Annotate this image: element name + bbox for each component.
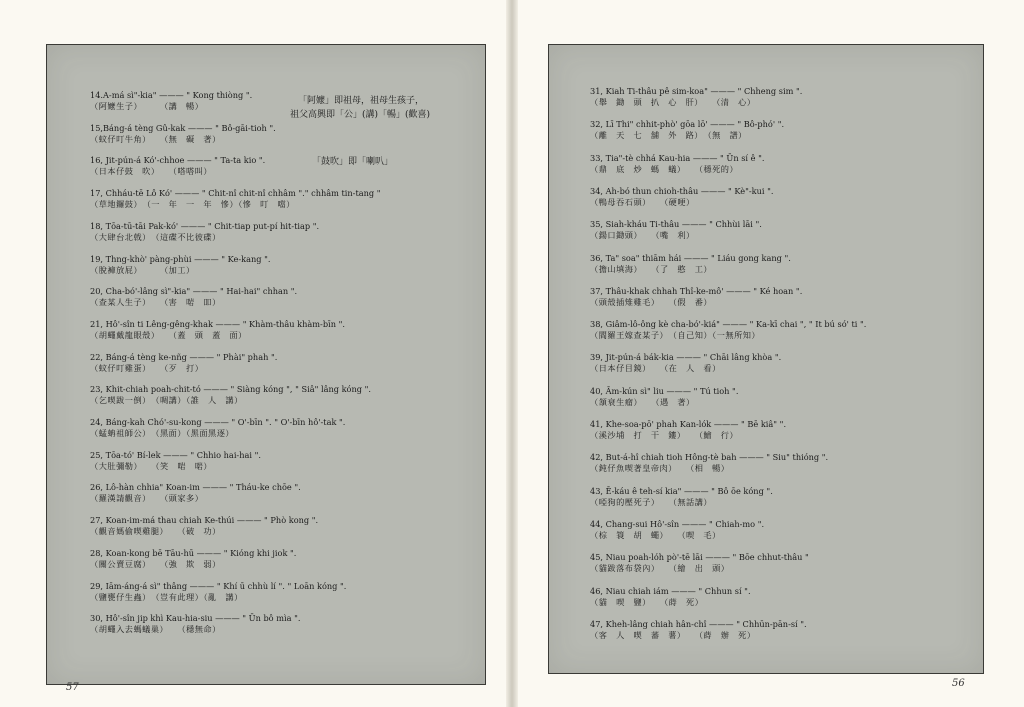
chinese-line: （查某人生子） （害 啱 吅） — [90, 297, 221, 308]
romanized-line: 39, Jit-pún-á bák-kia ——— " Chāi lâng khòa ". — [590, 352, 782, 363]
proverb-entry — [590, 319, 866, 341]
romanized-line: 44, Chang-sui Hô'-sîn ——— " Chiah-mo ". — [590, 518, 765, 529]
proverb-entry — [590, 219, 762, 241]
romanized-line: 27, Koan-im-má thau chiah Ke-thúi ——— " Phò kong ". — [90, 515, 319, 526]
chinese-line: （鹽甕仔生蟲） （豈有此理）（亂 講） — [90, 591, 243, 602]
proverb-entry — [590, 253, 791, 275]
chinese-line: （貓 喫 鹽） （蒔 死） — [590, 596, 704, 607]
proverb-entry — [590, 153, 764, 175]
proverb-entry — [90, 417, 345, 439]
romanized-line: 32, Lī Thi" chhit-phò' gōa lō' ——— " Bô-phó' ". — [590, 119, 785, 130]
proverb-entry — [590, 619, 807, 641]
romanized-line: 43, Ē-káu ê teh-sí kia" ——— " Bô ōe kóng ". — [590, 485, 773, 496]
chinese-line: （閻羅王嫁查某子） （自己知）（一無所知） — [590, 330, 761, 341]
romanized-line: 36, Ta" soa" thiām hái ——— " Liáu gong kang ". — [590, 252, 791, 263]
chinese-line: （貓跋落布袋內） （繪 出 頭） — [590, 563, 730, 574]
chinese-line: （舉 鋤 頭 扒 心 肝） （清 心） — [590, 97, 756, 107]
romanized-line: 17, Chháu-tē Lô Kó' ——— " Chit-nî chit-nî chhâm "." chhâm tin-tang " — [90, 188, 381, 199]
proverb-entry — [90, 515, 318, 537]
chinese-line: （蚊仔叮牛角） （無 礙 著） — [90, 133, 221, 144]
romanized-line: 24, Báng-kah Chó'-su-kong ——— " O'-bīn ". " O'-bīn hô'-tak ". — [90, 417, 346, 427]
romanized-line: 38, Giâm-lô-ông kè cha-bó'-kiá" ——— " Ka-kī chai ", " It bú só' ti ". — [590, 319, 867, 330]
chinese-line: （阿嬤生子） （講 暢） — [90, 101, 204, 111]
chinese-line: （頭殼插雉雞毛） （假 番） — [590, 296, 713, 307]
book-gutter — [506, 0, 518, 707]
chinese-line: （胡蠅入去螞蟻巢） （穩無命） — [90, 624, 221, 635]
proverb-entry — [90, 482, 301, 504]
romanized-line: 20, Cha-bó'-lâng sì"-kia" ——— " Hai-hai" chhan ". — [90, 286, 298, 297]
chinese-line: （鍚口鋤頭） （嘴 利） — [590, 230, 695, 241]
chinese-line: （頷衰生瘤） （遇 著） — [590, 396, 695, 407]
romanized-line: 28, Koan-kong bē Tāu-hū ——— " Kióng khi jiok ". — [90, 547, 297, 558]
romanized-line: 22, Báng-á tèng ke-nñg ——— " Phài" phah ". — [90, 351, 278, 362]
proverb-entry — [590, 486, 773, 508]
chinese-line: （羅漢請觀音） （頭家多） — [90, 493, 204, 504]
romanized-line: 21, Hô'-sîn ti Lêng-gêng-khak ——— " Khàm-thâu khàm-bīn ". — [90, 318, 345, 329]
proverb-entry — [590, 419, 786, 441]
proverb-entry — [90, 319, 345, 341]
romanized-line: 18, Tōa-tū-tāi Pak-kó' ——— " Chit-tiap put-pí hit-tiap ". — [90, 220, 320, 231]
proverb-entry — [90, 384, 371, 406]
chinese-line: （鼎 底 炒 螞 蟻） （穩死的） — [590, 163, 739, 174]
proverb-entry — [590, 286, 802, 308]
romanized-line: 23, Khit-chiah poah-chit-tó ——— " Siàng kóng ", " Siâ" lâng kóng ". — [90, 384, 371, 395]
romanized-line: 34, Ah-bó thun chioh-thâu ——— " Kè"-kui ". — [590, 185, 774, 196]
romanized-line: 35, Siah-kháu Ti-thâu ——— " Chhùi lāi ". — [590, 219, 762, 230]
chinese-line: （脫褲放屁） （加工） — [90, 264, 195, 275]
proverb-entry — [90, 581, 346, 603]
proverb-entry — [90, 450, 261, 472]
romanized-line: 14.A-má sì"-kia" ——— " Kong thiòng ". — [90, 90, 253, 100]
romanized-line: 19, Thng-khò' pàng-phùi ——— " Ke-kang ". — [90, 253, 271, 264]
chinese-line: （鴨母吞石頭） （硬哽） — [590, 196, 695, 207]
chinese-line: （胡蠅戴龍眼殼） （蓋 頭 蓋 面） — [90, 329, 247, 340]
romanized-line: 26, Lô-hàn chhia" Koan-im ——— " Tháu-ke chōe ". — [90, 482, 301, 493]
chinese-line: （日本仔目鏡） （在 人 看） — [590, 363, 721, 374]
chinese-line: （大肚彌勒） （笑 啱 啱） — [90, 460, 213, 471]
chinese-line: （離 天 七 舖 外 路） （無 譜） — [590, 130, 747, 141]
proverb-entry — [90, 221, 319, 243]
proverb-entry — [590, 586, 751, 608]
proverb-entry — [90, 90, 252, 112]
proverb-entry — [90, 548, 296, 570]
proverb-entry — [90, 613, 300, 635]
romanized-line: 37, Thâu-khak chhah Thî-ke-mô' ——— " Ké hoan ". — [590, 285, 803, 296]
romanized-line: 46, Niau chiah iám ——— " Chhun sí ". — [590, 585, 751, 596]
romanized-line: 31, Kiah Ti-thâu pê sim-koa" ——— " Chheng sim ". — [590, 86, 803, 96]
romanized-line: 33, Tia"-tè chhá Kau-hia ——— " Ūn sí ê ". — [590, 152, 765, 163]
proverb-entry — [90, 352, 277, 374]
proverb-entry — [590, 552, 809, 574]
footnote-line: 「阿嬤」即祖母，祖母生孩子， — [298, 96, 425, 106]
page-number-left: 57 — [66, 682, 79, 693]
proverb-entry — [90, 188, 381, 210]
proverb-entry — [590, 352, 781, 374]
proverb-entry — [90, 123, 276, 145]
chinese-line: （鈍仔魚喫著皇帝肉） （相 暢） — [590, 463, 730, 474]
chinese-line: （擔山填海） （了 憨 工） — [590, 263, 713, 274]
proverb-entry — [90, 254, 270, 276]
page-number-right: 56 — [952, 678, 965, 689]
romanized-line: 47, Kheh-lâng chiah hân-chî ——— " Chhūn-pān-sí ". — [590, 618, 807, 629]
chinese-line: （大肆台北戟） （這碟不比彼碟） — [90, 231, 221, 242]
chinese-line: （觀音媽偷喫雞腿） （破 功） — [90, 526, 221, 537]
chinese-line: （蜢蚺祖師公） （黑面）（黑面黑逐） — [90, 428, 235, 438]
footnote-line: 祖父高興即「公」(講)「暢」(歡喜) — [290, 110, 431, 120]
romanized-line: 45, Niau poah-lóh pò'-tē lāi ——— " Bōe chhut-thâu " — [590, 552, 809, 563]
romanized-line: 16, Jit-pún-á Kó'-chhoe ——— " Ta-ta kio ". — [90, 155, 266, 166]
chinese-line: （棕 簑 胡 蠅） （喫 毛） — [590, 529, 721, 540]
romanized-line: 40, Ām-kún sì" liu ——— " Tú tioh ". — [590, 385, 739, 396]
chinese-line: （草地鑼鼓） （一 年 一 年 慘）（慘 叮 噹） — [90, 199, 295, 210]
chinese-line: （關公賣豆腐） （強 欺 弱） — [90, 558, 221, 569]
romanized-line: 30, Hô'-sîn jip khì Kau-hia-siu ——— " Ūn bô mìa ". — [90, 613, 301, 624]
chinese-line: （客 人 喫 蕃 薯） （蒔 辦 死） — [590, 629, 756, 640]
romanized-line: 41, Khe-soa-pō' phah Kan-lók ——— " Bē kiâ" ". — [590, 419, 787, 429]
proverb-entry — [590, 386, 738, 408]
proverb-entry — [90, 155, 265, 177]
chinese-line: （蚊仔叮雞蛋） （歹 打） — [90, 362, 204, 373]
romanized-line: 42, But-á-hî chiah tioh Hông-tè bah ——— " Siu" thióng ". — [590, 452, 829, 463]
proverb-entry — [590, 119, 784, 141]
proverb-entry — [590, 186, 773, 208]
proverb-entry — [590, 86, 802, 108]
proverb-entry — [90, 286, 297, 308]
proverb-entry — [590, 452, 828, 474]
romanized-line: 15,Báng-á tèng Gû-kak ——— " Bô-gāi-tioh ". — [90, 122, 276, 133]
chinese-line: （乞喫跋一倒） （啁講）（誰 人 講） — [90, 395, 243, 406]
chinese-line: （日本仔鼓 吹） （嗒嗒叫） — [90, 166, 213, 177]
footnote-line: 「鼓吹」即「喇叭」 — [312, 157, 394, 167]
chinese-line: （啞狗的壓死子） （無話講） — [590, 496, 713, 507]
romanized-line: 29, Iām-áng-á sì" thâng ——— " Khí ū chhù lí ". " Loān kóng ". — [90, 580, 347, 591]
proverb-entry — [590, 519, 764, 541]
chinese-line: （溪沙埔 打 干 鏤） （鱠 行） — [590, 430, 739, 440]
romanized-line: 25, Tōa-tó' Bí-lek ——— " Chhio hai-hai ". — [90, 449, 261, 460]
